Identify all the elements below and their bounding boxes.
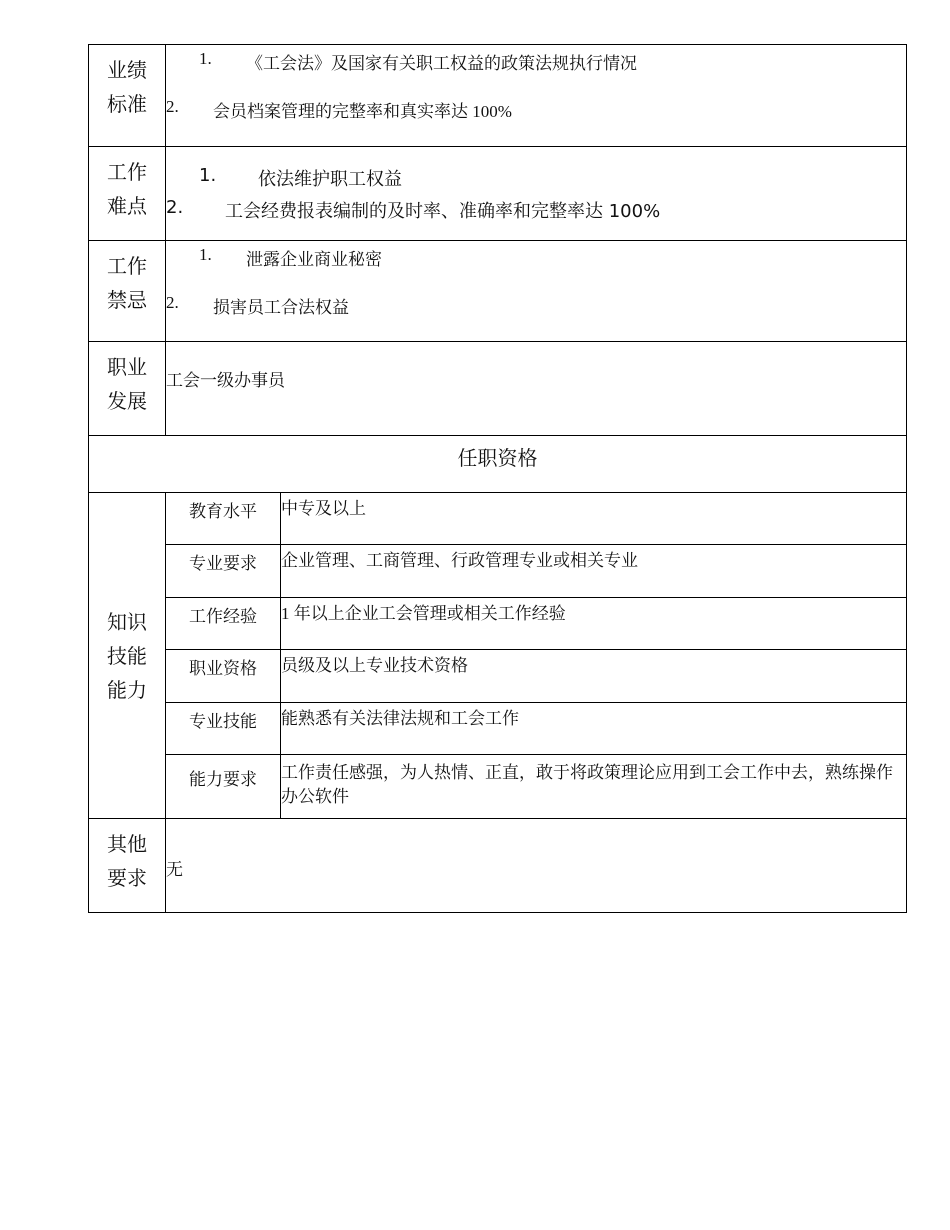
education-label: 教育水平	[166, 493, 281, 545]
list-item: 1. 泄露企业商业秘密	[199, 245, 382, 269]
performance-content	[166, 45, 907, 147]
qualification-header: 任职资格	[89, 436, 907, 493]
other-label: 其他 要求	[89, 819, 166, 913]
skills-label: 知识 技能 能力	[89, 493, 166, 819]
skills-row-certification	[89, 650, 907, 703]
technical-value: 能熟悉有关法律法规和工会工作	[281, 703, 907, 755]
taboo-label: 工作 禁忌	[89, 241, 166, 342]
career-row	[89, 342, 907, 436]
list-item: 2. 会员档案管理的完整率和真实率达 100%	[166, 97, 512, 121]
skills-row-experience	[89, 598, 907, 650]
performance-row	[89, 45, 907, 147]
certification-value: 员级及以上专业技术资格	[281, 650, 907, 703]
taboo-row	[89, 241, 907, 342]
skills-row-education	[89, 493, 907, 545]
career-label: 职业 发展	[89, 342, 166, 436]
list-item: 1. 《工会法》及国家有关职工权益的政策法规执行情况	[199, 49, 637, 73]
education-value: 中专及以上	[281, 493, 907, 545]
difficulty-label: 工作 难点	[89, 147, 166, 241]
technical-label: 专业技能	[166, 703, 281, 755]
certification-label: 职业资格	[166, 650, 281, 703]
major-value: 企业管理、工商管理、行政管理专业或相关专业	[281, 545, 907, 598]
taboo-content	[166, 241, 907, 342]
ability-value: 工作责任感强，为人热情、正直，敢于将政策理论应用到工会工作中去，熟练操作办公软件	[281, 755, 907, 819]
experience-value: 1 年以上企业工会管理或相关工作经验	[281, 598, 907, 650]
experience-label: 工作经验	[166, 598, 281, 650]
performance-label: 业绩 标准	[89, 45, 166, 147]
other-text: 无	[166, 860, 183, 879]
other-content	[166, 819, 907, 913]
major-label: 专业要求	[166, 545, 281, 598]
career-content	[166, 342, 907, 436]
other-row	[89, 819, 907, 913]
difficulty-content	[166, 147, 907, 241]
skills-row-major	[89, 545, 907, 598]
list-item: 2. 损害员工合法权益	[166, 293, 349, 317]
list-item: 1. 依法维护职工权益	[199, 165, 402, 190]
ability-label: 能力要求	[166, 755, 281, 819]
skills-row-ability	[89, 755, 907, 819]
job-requirements-table	[88, 44, 907, 913]
career-text: 工会一级办事员	[166, 371, 285, 390]
skills-row-technical	[89, 703, 907, 755]
qualification-header-row	[89, 436, 907, 493]
difficulty-row	[89, 147, 907, 241]
list-item: 2. 工会经费报表编制的及时率、准确率和完整率达 100%	[166, 197, 661, 222]
